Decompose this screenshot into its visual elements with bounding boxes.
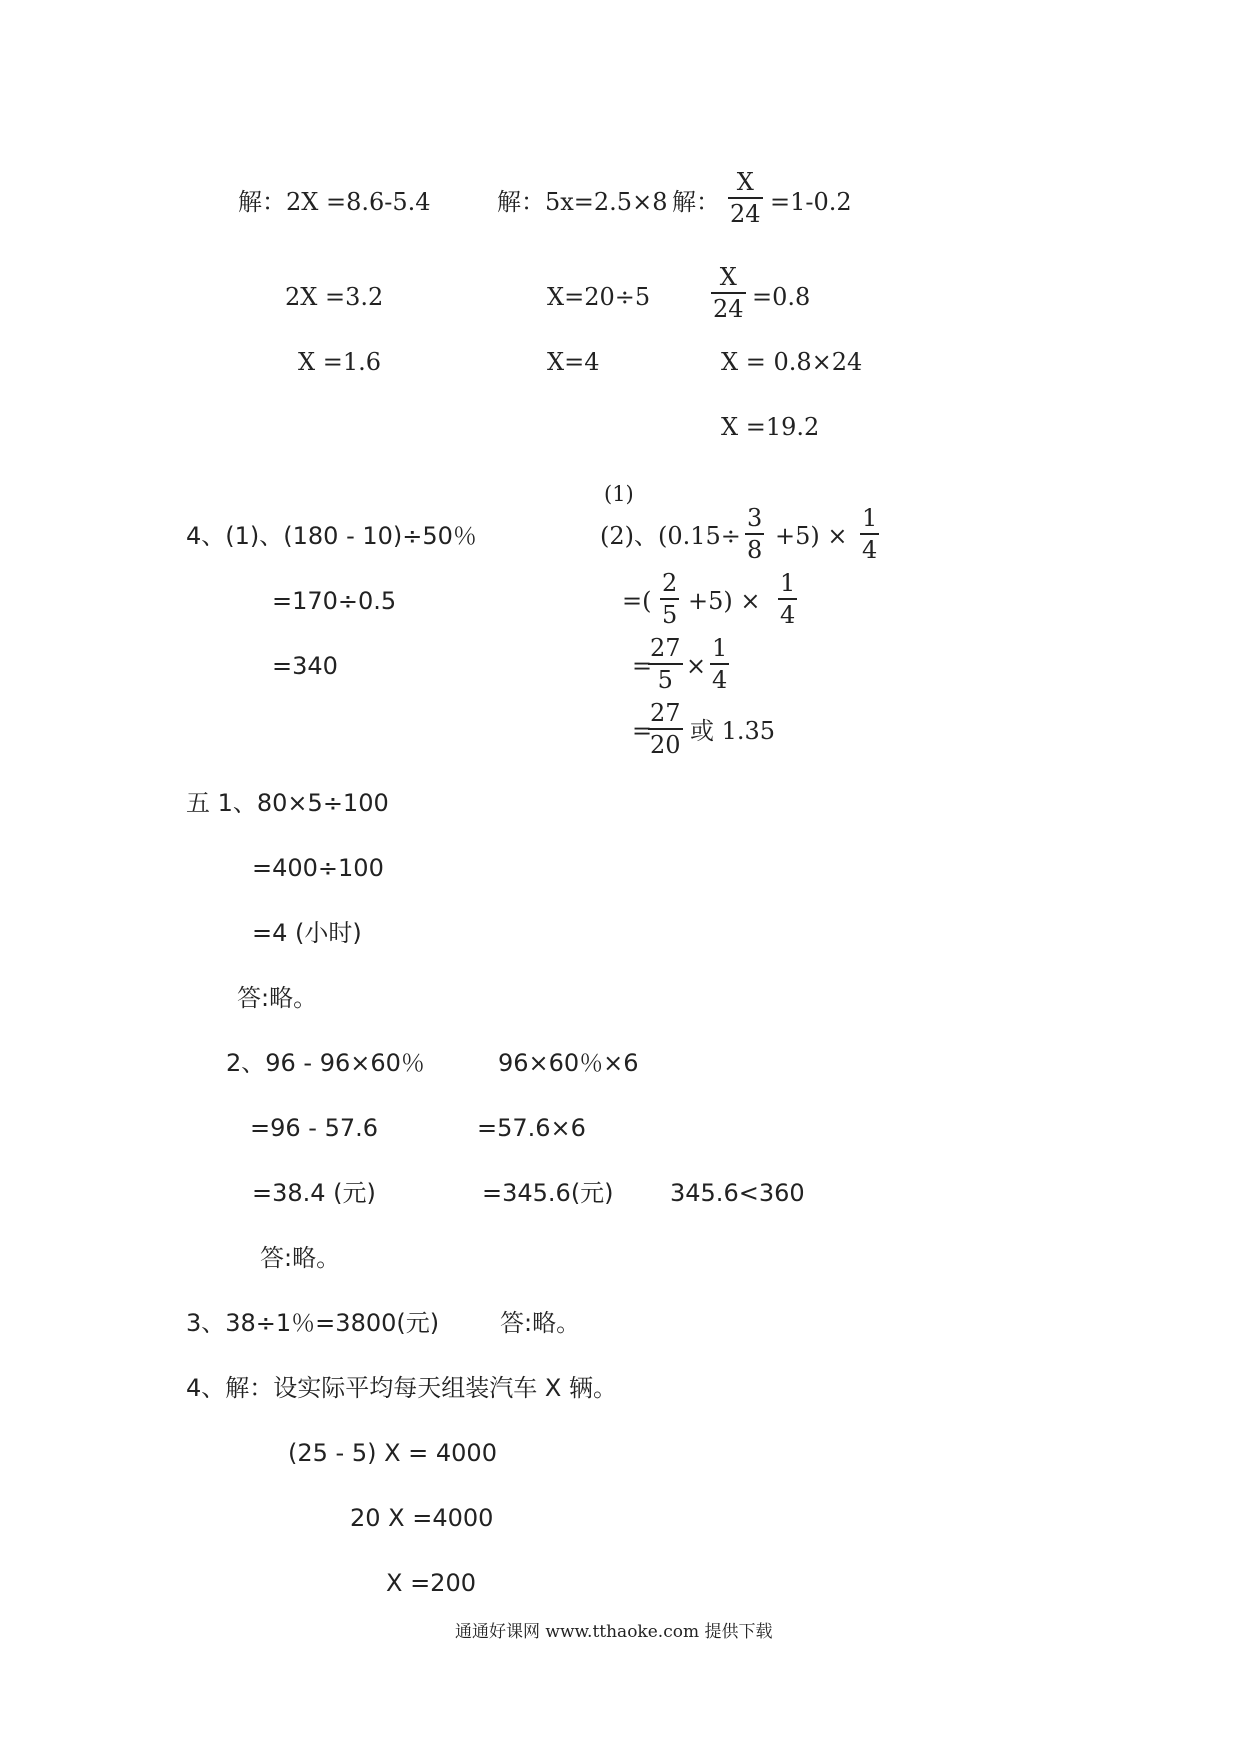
p5-q2-line3c: 345.6<360 (670, 1179, 805, 1207)
fraction-numerator: X (736, 168, 754, 196)
p5-q1-line1: 五 1、80×5÷100 (186, 789, 389, 817)
q4-part2-line2-prefix: =( (622, 587, 652, 615)
p5-q2-answer: 答:略。 (260, 1244, 341, 1272)
footer-text: 通通好课网 www.tthaoke.com 提供下载 (455, 1622, 773, 1642)
fraction-denominator: 4 (862, 536, 878, 564)
eq-c3-line1-suffix: =1-0.2 (770, 188, 852, 216)
fraction-denominator: 5 (657, 666, 673, 694)
fraction-denominator: 5 (662, 601, 678, 629)
eq-c1-line2: 2X =3.2 (285, 283, 384, 311)
eq-c2-line3: X=4 (547, 348, 600, 376)
p5-q2-line3a: =38.4 (元) (252, 1179, 376, 1207)
eq-c3-line2-suffix: =0.8 (752, 283, 811, 311)
fraction-bar (660, 598, 679, 600)
p5-q3-line1: 3、38÷1％=3800(元) (186, 1309, 440, 1337)
fraction-bar (745, 533, 764, 535)
fraction-numerator: 1 (780, 569, 796, 597)
p5-q1-line3: =4 (小时) (252, 919, 362, 947)
eq-c3-fraction-2 (711, 263, 746, 323)
q4-part2-line4-suffix: 或 1.35 (690, 717, 776, 745)
q4-part2-fraction-g (648, 699, 683, 759)
p5-q4-line2: (25 - 5) X = 4000 (288, 1439, 497, 1467)
q4-part1-marker: (1) (604, 482, 634, 506)
eq-c1-line1: 解：2X =8.6-5.4 (238, 188, 431, 216)
fraction-numerator: 2 (662, 569, 678, 597)
eq-c3-line3: X = 0.8×24 (721, 348, 863, 376)
p5-q3-answer: 答:略。 (500, 1309, 581, 1337)
q4-part2-line1-mid: +5) × (775, 522, 848, 550)
fraction-denominator: 4 (712, 666, 728, 694)
q4-part2-line2-mid: +5) × (688, 587, 761, 615)
eq-c3-fraction-1 (728, 168, 763, 228)
p5-q1-answer: 答:略。 (237, 984, 318, 1012)
p5-q2-line2b: =57.6×6 (477, 1114, 586, 1142)
fraction-numerator: 27 (650, 634, 681, 662)
fraction-bar (860, 533, 879, 535)
fraction-denominator: 4 (780, 601, 796, 629)
q4-part2-line1-prefix: (2)、(0.15÷ (600, 522, 741, 550)
fraction-bar (710, 663, 729, 665)
p5-q2-line3b: =345.6(元) (482, 1179, 614, 1207)
p5-q2-line2a: =96 - 57.6 (250, 1114, 379, 1142)
fraction-numerator: 1 (712, 634, 728, 662)
fraction-denominator: 8 (747, 536, 763, 564)
fraction-bar (728, 197, 763, 199)
eq-c3-line1-prefix: 解： (672, 188, 720, 216)
eq-c1-line3: X =1.6 (298, 348, 381, 376)
fraction-denominator: 24 (713, 295, 744, 323)
p5-q4-line4: X =200 (386, 1569, 476, 1597)
fraction-denominator: 20 (650, 731, 681, 759)
fraction-bar (648, 728, 683, 730)
fraction-bar (711, 292, 746, 294)
q4-part2-line3-prefix: = (632, 652, 653, 680)
q4-part2-fraction-e (648, 634, 683, 694)
p5-q2-line1a: 2、96 - 96×60％ (226, 1049, 425, 1077)
fraction-numerator: 1 (862, 504, 878, 532)
p5-q4-line1: 4、解：设实际平均每天组装汽车 X 辆。 (186, 1374, 617, 1402)
q4-part2-fraction-c (660, 569, 679, 629)
eq-c3-line4: X =19.2 (721, 413, 820, 441)
q4-part2-line3-mid: × (686, 652, 707, 680)
q4-part2-line4-prefix: = (632, 717, 653, 745)
q4-part1-line1: 4、(1)、(180 - 10)÷50％ (186, 522, 477, 550)
eq-c2-line1: 解：5x=2.5×8 (497, 188, 668, 216)
p5-q1-line2: =400÷100 (252, 854, 384, 882)
q4-part1-line3: =340 (272, 652, 338, 680)
q4-part1-line2: =170÷0.5 (272, 587, 397, 615)
fraction-numerator: 3 (747, 504, 763, 532)
q4-part2-fraction-b (860, 504, 879, 564)
fraction-numerator: X (719, 263, 737, 291)
q4-part2-fraction-a (745, 504, 764, 564)
eq-c2-line2: X=20÷5 (547, 283, 651, 311)
fraction-numerator: 27 (650, 699, 681, 727)
fraction-bar (648, 663, 683, 665)
fraction-denominator: 24 (730, 200, 761, 228)
q4-part2-fraction-d (778, 569, 797, 629)
fraction-bar (778, 598, 797, 600)
q4-part2-fraction-f (710, 634, 729, 694)
p5-q2-line1b: 96×60％×6 (498, 1049, 639, 1077)
p5-q4-line3: 20 X =4000 (350, 1504, 494, 1532)
